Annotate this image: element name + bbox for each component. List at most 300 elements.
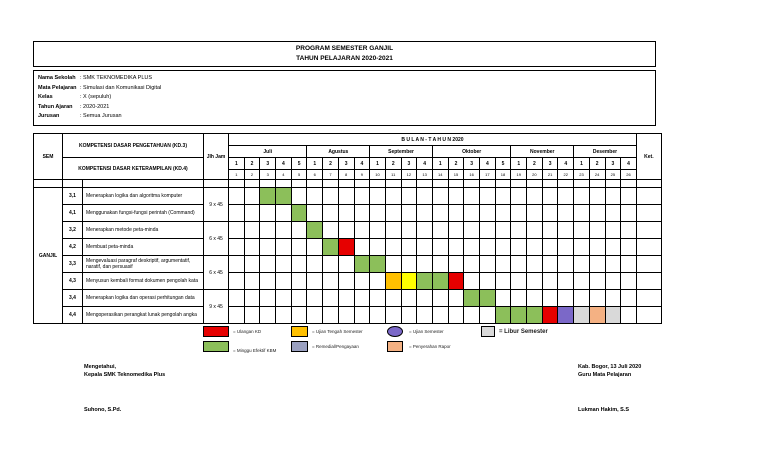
week-cell	[511, 205, 527, 222]
week-cell	[244, 205, 260, 222]
week-cell	[291, 256, 307, 273]
legend-label: = Ujian Tengah Semester	[312, 329, 363, 334]
week-cell	[417, 222, 433, 239]
spacer-cell	[480, 180, 496, 188]
ket-cell	[636, 307, 661, 324]
week-cell	[385, 307, 401, 324]
week-cell	[558, 307, 574, 324]
week-cell	[464, 205, 480, 222]
week-cell	[495, 307, 511, 324]
month-header: Agustus	[307, 146, 370, 158]
week-cell	[605, 205, 621, 222]
legend-swatch	[291, 341, 308, 352]
week-index: 24	[589, 170, 605, 180]
week-number: 2	[385, 158, 401, 170]
week-cell	[385, 239, 401, 256]
spacer-cell	[34, 180, 63, 188]
week-cell	[432, 290, 448, 307]
week-cell	[605, 273, 621, 290]
week-cell	[229, 307, 245, 324]
week-cell	[448, 290, 464, 307]
week-cell	[511, 222, 527, 239]
week-cell	[260, 290, 276, 307]
week-cell	[229, 239, 245, 256]
week-cell	[574, 273, 590, 290]
week-cell	[244, 188, 260, 205]
week-cell	[621, 205, 637, 222]
week-cell	[260, 222, 276, 239]
spacer-cell	[417, 180, 433, 188]
kd-description: Menerapkan logika dan algoritma komputer	[83, 188, 204, 205]
ket-cell	[636, 290, 661, 307]
week-cell	[338, 273, 354, 290]
week-cell	[464, 239, 480, 256]
week-cell	[260, 188, 276, 205]
kd-number: 4,4	[63, 307, 83, 324]
week-index: 7	[323, 170, 339, 180]
week-cell	[495, 290, 511, 307]
week-cell	[307, 222, 323, 239]
spacer-cell	[401, 180, 417, 188]
week-cell	[432, 273, 448, 290]
kd4-header: KOMPETENSI DASAR KETERAMPILAN (KD.4)	[63, 158, 204, 180]
week-cell	[401, 222, 417, 239]
week-cell	[401, 239, 417, 256]
kd-description: Mengoperasikan perangkat lunak pengolah angka	[83, 307, 204, 324]
week-cell	[307, 188, 323, 205]
spacer-cell	[63, 180, 83, 188]
week-cell	[417, 273, 433, 290]
week-cell	[527, 222, 543, 239]
week-index: 16	[464, 170, 480, 180]
week-cell	[495, 256, 511, 273]
legend-swatch	[203, 341, 229, 352]
legend-label: = Remedial/Pengayaan	[312, 344, 359, 349]
spacer-cell	[83, 180, 204, 188]
ket-cell	[636, 273, 661, 290]
week-cell	[605, 307, 621, 324]
week-index: 18	[495, 170, 511, 180]
week-cell	[417, 256, 433, 273]
week-cell	[432, 307, 448, 324]
week-cell	[260, 273, 276, 290]
legend-label: = Ujian Semester	[409, 329, 444, 334]
teacher-signature: Kab. Bogor, 13 Juli 2020 Guru Mata Pelajaran	[578, 364, 642, 378]
week-index: 3	[260, 170, 276, 180]
week-number: 5	[291, 158, 307, 170]
week-cell	[244, 222, 260, 239]
week-cell	[260, 205, 276, 222]
week-cell	[401, 307, 417, 324]
month-header: Juli	[229, 146, 307, 158]
week-index: 12	[401, 170, 417, 180]
week-cell	[621, 307, 637, 324]
week-cell	[276, 290, 292, 307]
week-cell	[542, 307, 558, 324]
week-cell	[480, 273, 496, 290]
week-cell	[511, 188, 527, 205]
spacer-cell	[385, 180, 401, 188]
week-cell	[542, 290, 558, 307]
week-number: 3	[401, 158, 417, 170]
week-cell	[370, 222, 386, 239]
spacer-cell	[495, 180, 511, 188]
ket-cell	[636, 222, 661, 239]
week-cell	[448, 188, 464, 205]
week-cell	[229, 273, 245, 290]
legend-swatch	[481, 326, 495, 337]
week-cell	[605, 290, 621, 307]
week-cell	[558, 273, 574, 290]
week-cell	[589, 188, 605, 205]
legend-swatch	[387, 341, 403, 352]
week-index: 5	[291, 170, 307, 180]
week-cell	[542, 188, 558, 205]
week-cell	[480, 239, 496, 256]
week-index: 13	[417, 170, 433, 180]
week-index: 8	[338, 170, 354, 180]
week-cell	[385, 205, 401, 222]
month-header: September	[370, 146, 433, 158]
week-number: 4	[354, 158, 370, 170]
week-cell	[323, 222, 339, 239]
week-cell	[495, 188, 511, 205]
week-cell	[323, 273, 339, 290]
spacer-cell	[354, 180, 370, 188]
week-cell	[574, 307, 590, 324]
week-cell	[291, 290, 307, 307]
week-cell	[542, 256, 558, 273]
week-cell	[385, 290, 401, 307]
ket-cell	[636, 256, 661, 273]
hours-cell: 6 x 45	[204, 222, 229, 256]
week-cell	[464, 307, 480, 324]
week-index: 4	[276, 170, 292, 180]
kd-number: 4,1	[63, 205, 83, 222]
week-cell	[527, 188, 543, 205]
kd-number: 3,3	[63, 256, 83, 273]
week-cell	[621, 290, 637, 307]
week-cell	[338, 256, 354, 273]
week-cell	[323, 188, 339, 205]
spacer-cell	[370, 180, 386, 188]
week-cell	[527, 307, 543, 324]
week-number: 2	[527, 158, 543, 170]
spacer-cell	[291, 180, 307, 188]
kd-description: Mengevaluasi paragraf deskriptif, argumentatif, naratif, dan persuasif	[83, 256, 204, 273]
week-cell	[291, 273, 307, 290]
week-cell	[417, 188, 433, 205]
jam-header: Jlh Jam	[204, 134, 229, 180]
week-cell	[542, 273, 558, 290]
week-cell	[589, 205, 605, 222]
spacer-cell	[621, 180, 637, 188]
spacer-cell	[574, 180, 590, 188]
kd-number: 3,2	[63, 222, 83, 239]
week-cell	[495, 239, 511, 256]
principal-signature: Mengetahui, Kepala SMK Teknomedika Plus	[84, 364, 166, 378]
week-cell	[432, 205, 448, 222]
week-cell	[338, 205, 354, 222]
week-index: 1	[229, 170, 245, 180]
week-cell	[574, 222, 590, 239]
week-cell	[558, 290, 574, 307]
week-cell	[480, 188, 496, 205]
spacer-cell	[542, 180, 558, 188]
week-cell	[448, 239, 464, 256]
week-cell	[621, 256, 637, 273]
spacer-cell	[511, 180, 527, 188]
week-number: 3	[605, 158, 621, 170]
ket-cell	[636, 205, 661, 222]
week-number: 4	[558, 158, 574, 170]
spacer-cell	[558, 180, 574, 188]
week-cell	[276, 205, 292, 222]
week-index: 9	[354, 170, 370, 180]
spacer-cell	[448, 180, 464, 188]
week-number: 1	[574, 158, 590, 170]
week-cell	[464, 256, 480, 273]
week-index: 23	[574, 170, 590, 180]
week-cell	[401, 273, 417, 290]
week-cell	[605, 222, 621, 239]
week-cell	[385, 222, 401, 239]
week-cell	[401, 290, 417, 307]
week-cell	[542, 239, 558, 256]
kd-number: 3,4	[63, 290, 83, 307]
week-cell	[417, 239, 433, 256]
spacer-cell	[605, 180, 621, 188]
spacer-cell	[244, 180, 260, 188]
week-number: 2	[448, 158, 464, 170]
week-cell	[307, 273, 323, 290]
week-cell	[527, 273, 543, 290]
week-number: 3	[464, 158, 480, 170]
legend-label: = Libur Semester	[499, 329, 548, 335]
week-cell	[527, 205, 543, 222]
week-cell	[370, 273, 386, 290]
week-number: 4	[276, 158, 292, 170]
ket-header: Ket.	[636, 134, 661, 180]
week-cell	[448, 307, 464, 324]
week-cell	[574, 290, 590, 307]
week-cell	[558, 256, 574, 273]
week-cell	[558, 205, 574, 222]
week-cell	[385, 273, 401, 290]
week-index: 10	[370, 170, 386, 180]
week-cell	[244, 239, 260, 256]
week-index: 21	[542, 170, 558, 180]
week-cell	[323, 239, 339, 256]
week-cell	[558, 188, 574, 205]
week-index: 26	[621, 170, 637, 180]
week-cell	[370, 256, 386, 273]
week-cell	[276, 239, 292, 256]
week-index: 20	[527, 170, 543, 180]
week-cell	[621, 273, 637, 290]
week-cell	[527, 256, 543, 273]
week-cell	[464, 222, 480, 239]
week-cell	[307, 290, 323, 307]
info-row-subject: Mata Pelajaran : Simulasi dan Komunikasi Digital	[38, 84, 162, 91]
spacer-cell	[323, 180, 339, 188]
week-cell	[401, 188, 417, 205]
week-cell	[589, 222, 605, 239]
week-cell	[370, 307, 386, 324]
week-cell	[511, 273, 527, 290]
info-row-major: Jurusan : Semua Jurusan	[38, 113, 122, 119]
spacer-cell	[636, 180, 661, 188]
week-number: 2	[589, 158, 605, 170]
week-cell	[260, 256, 276, 273]
program-title-box	[33, 41, 656, 67]
week-cell	[338, 290, 354, 307]
week-cell	[291, 188, 307, 205]
week-cell	[338, 222, 354, 239]
week-cell	[495, 205, 511, 222]
week-cell	[323, 256, 339, 273]
week-cell	[385, 188, 401, 205]
hours-cell: 9 x 45	[204, 290, 229, 324]
week-cell	[480, 307, 496, 324]
week-number: 3	[542, 158, 558, 170]
week-cell	[354, 290, 370, 307]
week-cell	[370, 239, 386, 256]
week-number: 2	[323, 158, 339, 170]
week-cell	[542, 205, 558, 222]
spacer-cell	[432, 180, 448, 188]
week-cell	[354, 273, 370, 290]
week-cell	[448, 222, 464, 239]
week-cell	[527, 239, 543, 256]
kd-description: Menyusun kembali format dokumen pengolah kata	[83, 273, 204, 290]
week-cell	[354, 239, 370, 256]
week-cell	[276, 273, 292, 290]
week-cell	[276, 256, 292, 273]
week-cell	[605, 239, 621, 256]
week-cell	[244, 290, 260, 307]
week-cell	[464, 290, 480, 307]
week-cell	[260, 239, 276, 256]
info-row-year: Tahun Ajaran : 2020-2021	[38, 103, 110, 110]
week-number: 4	[480, 158, 496, 170]
week-number: 1	[307, 158, 323, 170]
kd-number: 3,1	[63, 188, 83, 205]
week-cell	[401, 256, 417, 273]
week-cell	[621, 239, 637, 256]
week-cell	[370, 290, 386, 307]
week-cell	[480, 290, 496, 307]
week-cell	[244, 256, 260, 273]
week-cell	[307, 256, 323, 273]
kd-number: 4,2	[63, 239, 83, 256]
program-year: TAHUN PELAJARAN 2020-2021	[296, 55, 393, 62]
week-number: 3	[260, 158, 276, 170]
week-cell	[574, 256, 590, 273]
spacer-cell	[464, 180, 480, 188]
week-cell	[307, 307, 323, 324]
spacer-cell	[307, 180, 323, 188]
week-index: 19	[511, 170, 527, 180]
week-cell	[370, 205, 386, 222]
week-cell	[323, 290, 339, 307]
week-cell	[291, 205, 307, 222]
week-index: 15	[448, 170, 464, 180]
week-cell	[558, 239, 574, 256]
week-cell	[229, 256, 245, 273]
week-number: 4	[621, 158, 637, 170]
week-cell	[229, 290, 245, 307]
spacer-cell	[204, 180, 229, 188]
week-cell	[354, 205, 370, 222]
week-number: 2	[244, 158, 260, 170]
week-cell	[291, 239, 307, 256]
week-cell	[307, 239, 323, 256]
week-cell	[480, 205, 496, 222]
week-number: 4	[417, 158, 433, 170]
kd-description: Menerapkan metode peta-minda	[83, 222, 204, 239]
week-cell	[621, 188, 637, 205]
week-cell	[574, 188, 590, 205]
week-cell	[605, 256, 621, 273]
week-cell	[354, 222, 370, 239]
hours-cell: 9 x 45	[204, 188, 229, 222]
week-index: 11	[385, 170, 401, 180]
sem-header: SEM	[34, 134, 63, 180]
legend-label: = Penyerahan Rapor	[409, 344, 451, 349]
spacer-cell	[338, 180, 354, 188]
week-index: 2	[244, 170, 260, 180]
spacer-cell	[276, 180, 292, 188]
week-cell	[229, 222, 245, 239]
teacher-name: Lukman Hakim, S.S	[578, 407, 630, 413]
legend-swatch	[203, 326, 229, 337]
principal-name: Suhono, S.Pd.	[84, 407, 122, 413]
info-row-school: Nama Sekolah : SMK TEKNOMEDIKA PLUS	[38, 75, 153, 81]
week-cell	[464, 188, 480, 205]
week-cell	[605, 188, 621, 205]
week-cell	[558, 222, 574, 239]
week-cell	[542, 222, 558, 239]
week-cell	[495, 273, 511, 290]
week-cell	[511, 239, 527, 256]
week-cell	[291, 222, 307, 239]
week-cell	[511, 256, 527, 273]
week-cell	[229, 188, 245, 205]
legend-swatch	[387, 326, 403, 337]
week-cell	[448, 205, 464, 222]
kd3-header: KOMPETENSI DASAR PENGETAHUAN (KD.3)	[63, 134, 204, 158]
week-cell	[354, 307, 370, 324]
week-cell	[244, 273, 260, 290]
spacer-cell	[260, 180, 276, 188]
week-cell	[495, 222, 511, 239]
week-cell	[401, 205, 417, 222]
week-cell	[276, 222, 292, 239]
week-cell	[589, 307, 605, 324]
week-index: 14	[432, 170, 448, 180]
week-cell	[432, 222, 448, 239]
week-number: 1	[432, 158, 448, 170]
hours-cell: 6 x 45	[204, 256, 229, 290]
week-cell	[448, 256, 464, 273]
week-cell	[307, 205, 323, 222]
month-header: November	[511, 146, 574, 158]
week-cell	[574, 239, 590, 256]
week-number: 1	[370, 158, 386, 170]
week-cell	[432, 188, 448, 205]
week-cell	[385, 256, 401, 273]
